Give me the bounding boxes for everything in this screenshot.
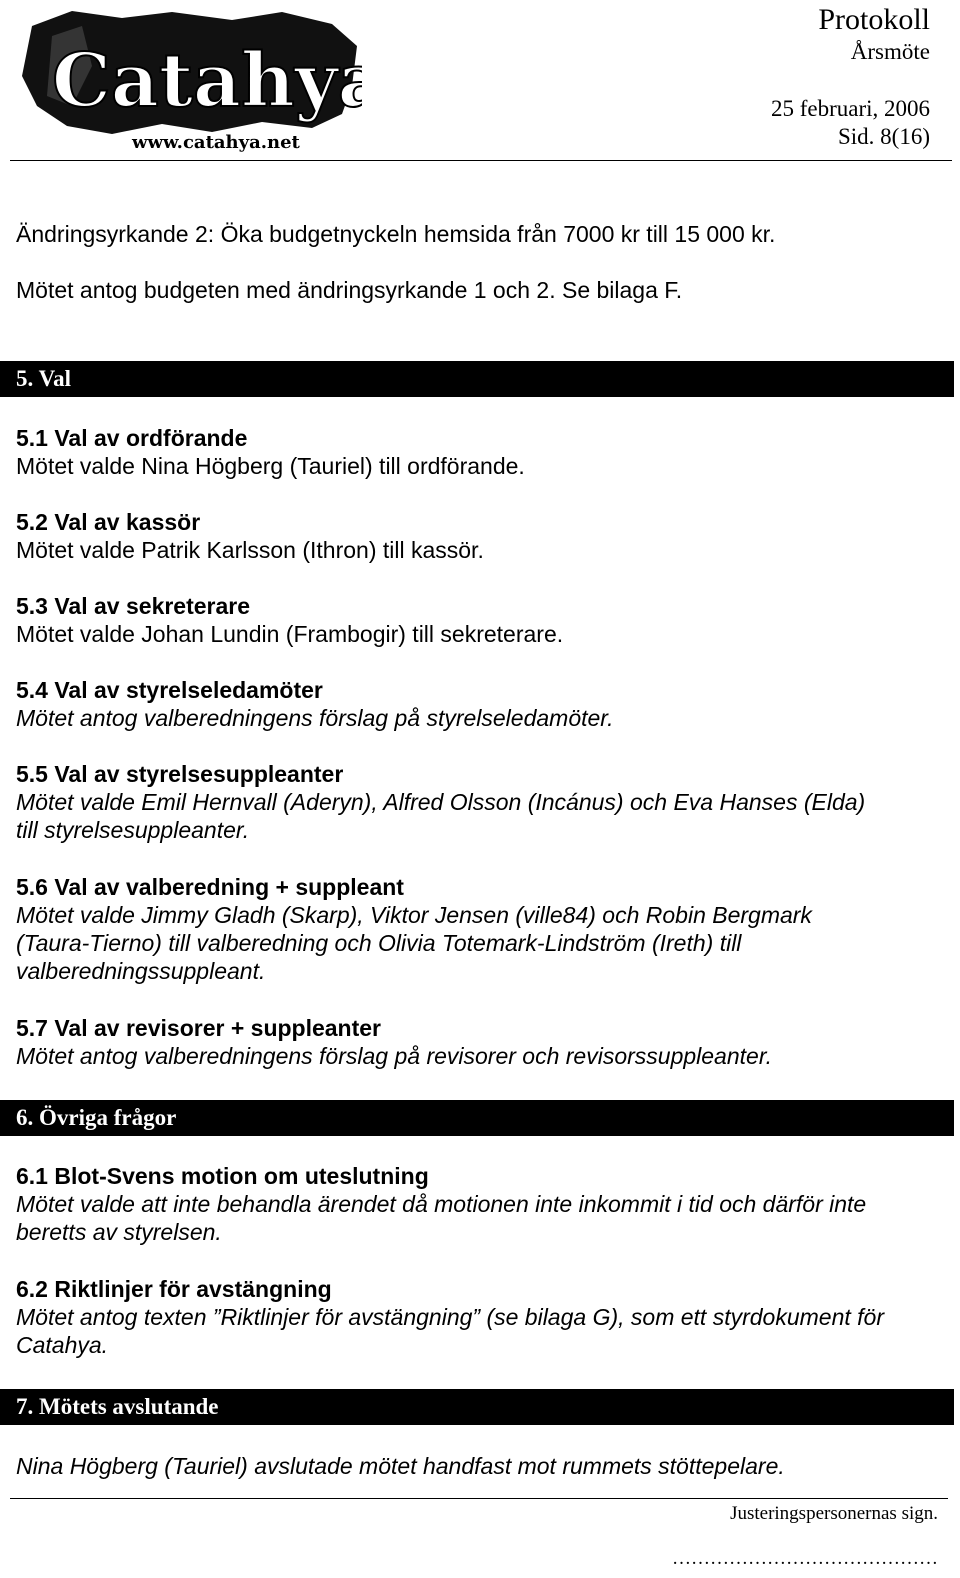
item-text: Mötet valde Johan Lundin (Frambogir) till sekreterare. bbox=[16, 621, 564, 647]
document-title: Protokoll bbox=[818, 3, 930, 36]
item-title: 5.3 Val av sekreterare bbox=[16, 593, 251, 619]
item-title: 5.2 Val av kassör bbox=[16, 509, 201, 535]
item-text: beretts av styrelsen. bbox=[16, 1219, 222, 1245]
document-subtitle: Årsmöte bbox=[850, 39, 930, 64]
item-title: 5.7 Val av revisorer + suppleanter bbox=[16, 1015, 382, 1041]
item-text: valberedningssuppleant. bbox=[16, 958, 266, 984]
item-text: Mötet valde Jimmy Gladh (Skarp), Viktor Jensen (ville84) och Robin Bergmark bbox=[16, 902, 812, 928]
amendment-text: Ändringsyrkande 2: Öka budgetnyckeln hemsida från 7000 kr till 15 000 kr. bbox=[16, 221, 776, 247]
item-text: (Taura-Tierno) till valberedning och Olivia Totemark-Lindström (Ireth) till bbox=[16, 930, 742, 956]
svg-text:Catahya: Catahya bbox=[52, 38, 362, 124]
item-text: Mötet valde att inte behandla ärendet då motionen inte inkommit i tid och därför inte bbox=[16, 1191, 867, 1217]
signature-label: Justeringspersonernas sign. bbox=[730, 1503, 938, 1524]
section-6-heading: 6. Övriga frågor bbox=[0, 1100, 954, 1136]
header-divider bbox=[10, 160, 952, 161]
item-text: Mötet antog valberedningens förslag på revisorer och revisorssuppleanter. bbox=[16, 1043, 773, 1069]
footer-divider bbox=[10, 1498, 948, 1499]
item-text: till styrelsesuppleanter. bbox=[16, 817, 250, 843]
section-5-heading: 5. Val bbox=[0, 361, 954, 397]
page-number: Sid. 8(16) bbox=[838, 124, 930, 149]
item-title: 5.4 Val av styrelseledamöter bbox=[16, 677, 323, 703]
item-text: Mötet antog valberedningens förslag på styrelseledamöter. bbox=[16, 705, 614, 731]
item-text: Mötet valde Patrik Karlsson (Ithron) till kassör. bbox=[16, 537, 484, 563]
item-text: Mötet valde Nina Högberg (Tauriel) till ordförande. bbox=[16, 453, 525, 479]
budget-text: Mötet antog budgeten med ändringsyrkande 1 och 2. Se bilaga F. bbox=[16, 277, 683, 303]
item-title: 5.5 Val av styrelsesuppleanter bbox=[16, 761, 344, 787]
catahya-logo bbox=[12, 6, 362, 156]
svg-text:www.catahya.net: www.catahya.net bbox=[132, 132, 300, 153]
document-date: 25 februari, 2006 bbox=[770, 96, 930, 121]
item-text: Mötet valde Emil Hernvall (Aderyn), Alfred Olsson (Incánus) och Eva Hanses (Elda) bbox=[16, 789, 866, 815]
item-title: 5.6 Val av valberedning + suppleant bbox=[16, 874, 404, 900]
item-title: 5.1 Val av ordförande bbox=[16, 425, 248, 451]
item-text: Catahya. bbox=[16, 1332, 109, 1358]
signature-line: …………………………………… bbox=[672, 1548, 938, 1569]
section-7-heading: 7. Mötets avslutande bbox=[0, 1389, 954, 1425]
item-title: 6.2 Riktlinjer för avstängning bbox=[16, 1276, 332, 1302]
closing-text: Nina Högberg (Tauriel) avslutade mötet handfast mot rummets stöttepelare. bbox=[16, 1453, 785, 1479]
item-text: Mötet antog texten ”Riktlinjer för avstängning” (se bilaga G), som ett styrdokument för bbox=[16, 1304, 884, 1330]
item-title: 6.1 Blot-Svens motion om uteslutning bbox=[16, 1163, 429, 1189]
